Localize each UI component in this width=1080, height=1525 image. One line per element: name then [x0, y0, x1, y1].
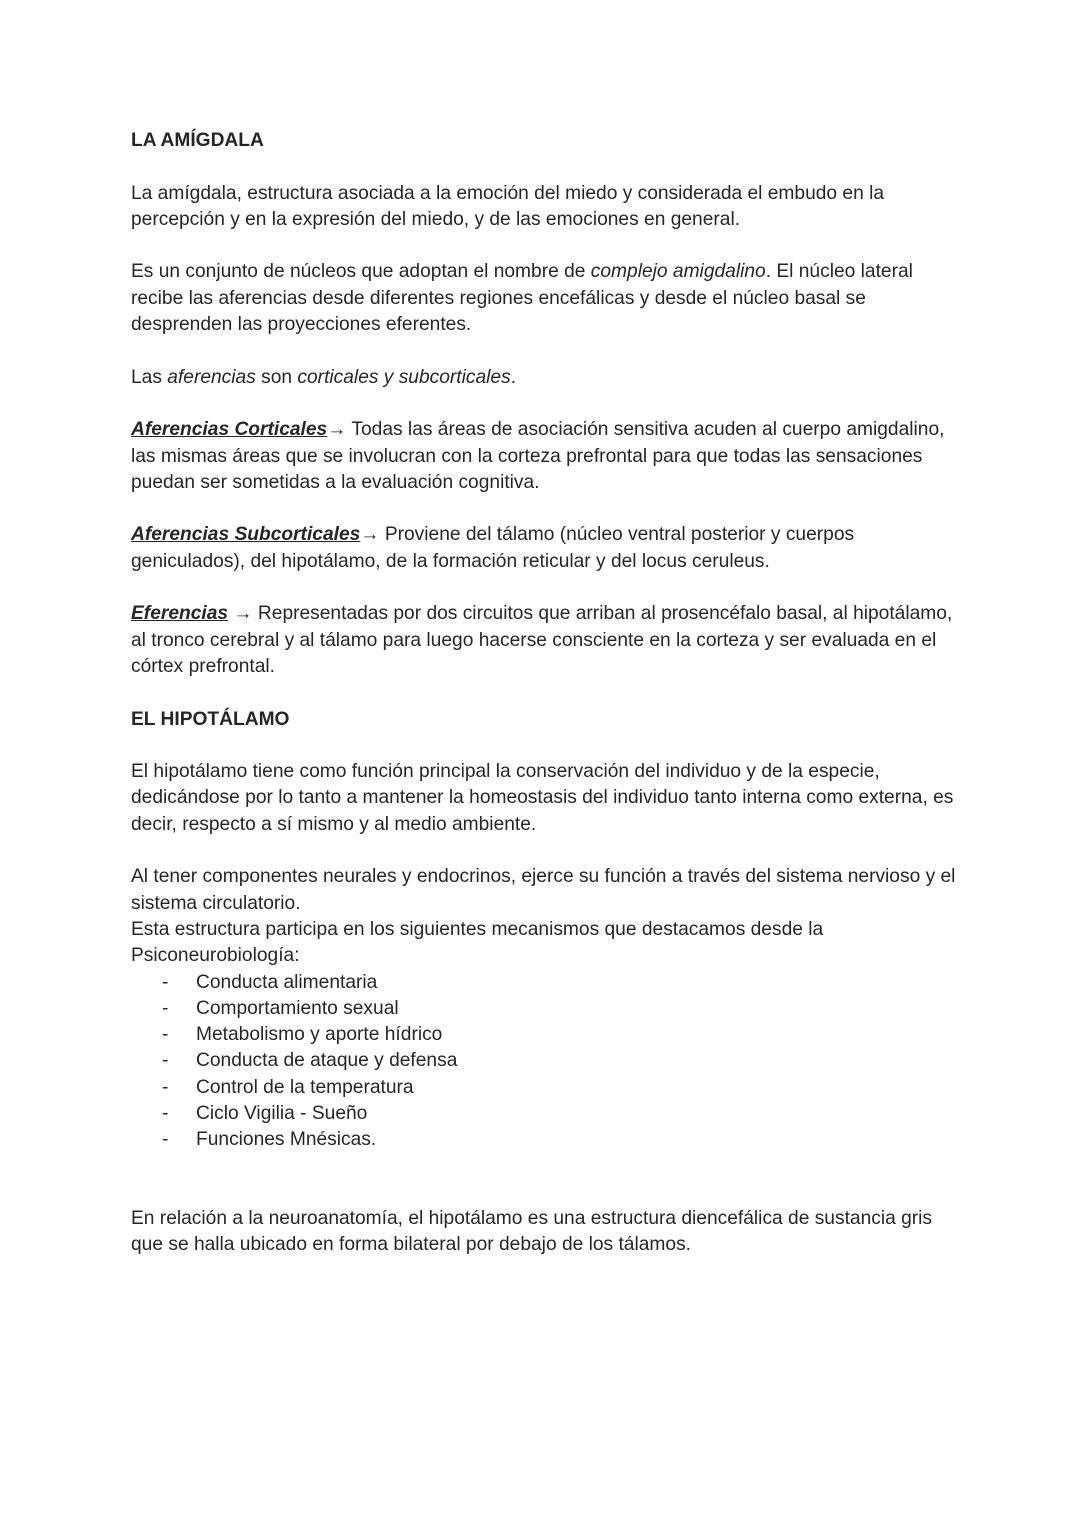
text-run: .: [510, 366, 517, 388]
list-item: - Ciclo Vigilia - Sueño: [131, 1101, 961, 1127]
paragraph-amigdala-intro: La amígdala, estructura asociada a la emoción del miedo y considerada el embudo en la percepción y en la expresión del miedo, y de las emociones en general.: [131, 182, 885, 230]
paragraph-complejo-amigdalino: [131, 259, 961, 338]
list-bullet: -: [162, 1050, 169, 1072]
section-title-amigdala: LA AMÍGDALA: [131, 130, 264, 151]
text-run: Las: [131, 366, 168, 388]
list-bullet: -: [162, 997, 169, 1019]
paragraph-aferencias-corticales: [131, 417, 961, 496]
list-item: - Comportamiento sexual: [131, 996, 961, 1022]
paragraph-mecanismos-intro: Esta estructura participa en los siguientes mecanismos que destacamos desde la Psiconeurobiología:: [131, 918, 824, 967]
term-eferencias: Eferencias: [131, 603, 229, 625]
emphasis-aferencias: aferencias: [167, 366, 256, 388]
section-title-hipotalamo: EL HIPOTÁLAMO: [131, 708, 290, 730]
list-item: - Metabolismo y aporte hídrico: [131, 1022, 961, 1048]
list-item: - Conducta alimentaria: [131, 970, 961, 996]
list-bullet: -: [162, 1076, 169, 1098]
definition-aferencias-corticales: → Todas las áreas de asociación sensitiva acuden al cuerpo amigdalino, las mismas áreas que se involucran con la corteza prefrontal para que todas las sensaciones puedan ser sometidas a la evaluación cognitiva.: [131, 419, 945, 493]
definition-eferencias: → Representadas por dos circuitos que arriban al prosencéfalo basal, al hipotálamo, al tronco cerebral y al tálamo para luego hacerse consciente en la corteza y ser evaluada en el córtex prefrontal.: [131, 603, 953, 677]
list-item: - Conducta de ataque y defensa: [131, 1048, 961, 1074]
paragraph-aferencias-subcorticales: [131, 522, 961, 575]
list-bullet: -: [162, 1024, 169, 1046]
list-item: - Funciones Mnésicas.: [131, 1127, 961, 1153]
emphasis-corticales-subcorticales: corticales y subcorticales: [297, 366, 511, 388]
term-aferencias-corticales: Aferencias Corticales: [131, 419, 328, 441]
mechanisms-list: [131, 970, 961, 1154]
paragraph-componentes: Al tener componentes neurales y endocrinos, ejerce su función a través del sistema nervioso y el sistema circulatorio.: [131, 866, 956, 914]
text-run: Es un conjunto de núcleos que adoptan el nombre de: [131, 261, 591, 283]
paragraph-eferencias: [131, 601, 961, 680]
term-aferencias-subcorticales: Aferencias Subcorticales: [131, 524, 361, 546]
paragraph-neuroanatomia: En relación a la neuroanatomía, el hipotálamo es una estructura diencefálica de sustancia gris que se halla ubicado en forma bilateral por debajo de los tálamos.: [131, 1208, 933, 1256]
definition-aferencias-subcorticales: → Proviene del tálamo (núcleo ventral posterior y cuerpos geniculados), del hipotálamo, de la formación reticular y del locus ceruleus.: [131, 524, 855, 572]
list-item: - Control de la temperatura: [131, 1075, 961, 1101]
list-bullet: -: [162, 1129, 169, 1151]
text-run: son: [255, 366, 298, 388]
list-bullet: -: [162, 971, 169, 993]
paragraph-hipotalamo-funcion: El hipotálamo tiene como función principal la conservación del individuo y de la especie, dedicándose por lo tanto a mantener la homeostasis del individuo tanto interna como externa, es decir, respecto a sí mismo y al medio ambiente.: [131, 761, 954, 835]
list-bullet: -: [162, 1102, 169, 1124]
text-run: . El núcleo lateral recibe las aferencias desde diferentes regiones encefálicas y desde el núcleo basal se desprenden las proyecciones eferentes.: [131, 261, 913, 336]
paragraph-aferencias: [131, 365, 961, 391]
document-page: [131, 128, 961, 1285]
emphasis-complejo-amigdalino: complejo amigdalino: [590, 261, 766, 283]
